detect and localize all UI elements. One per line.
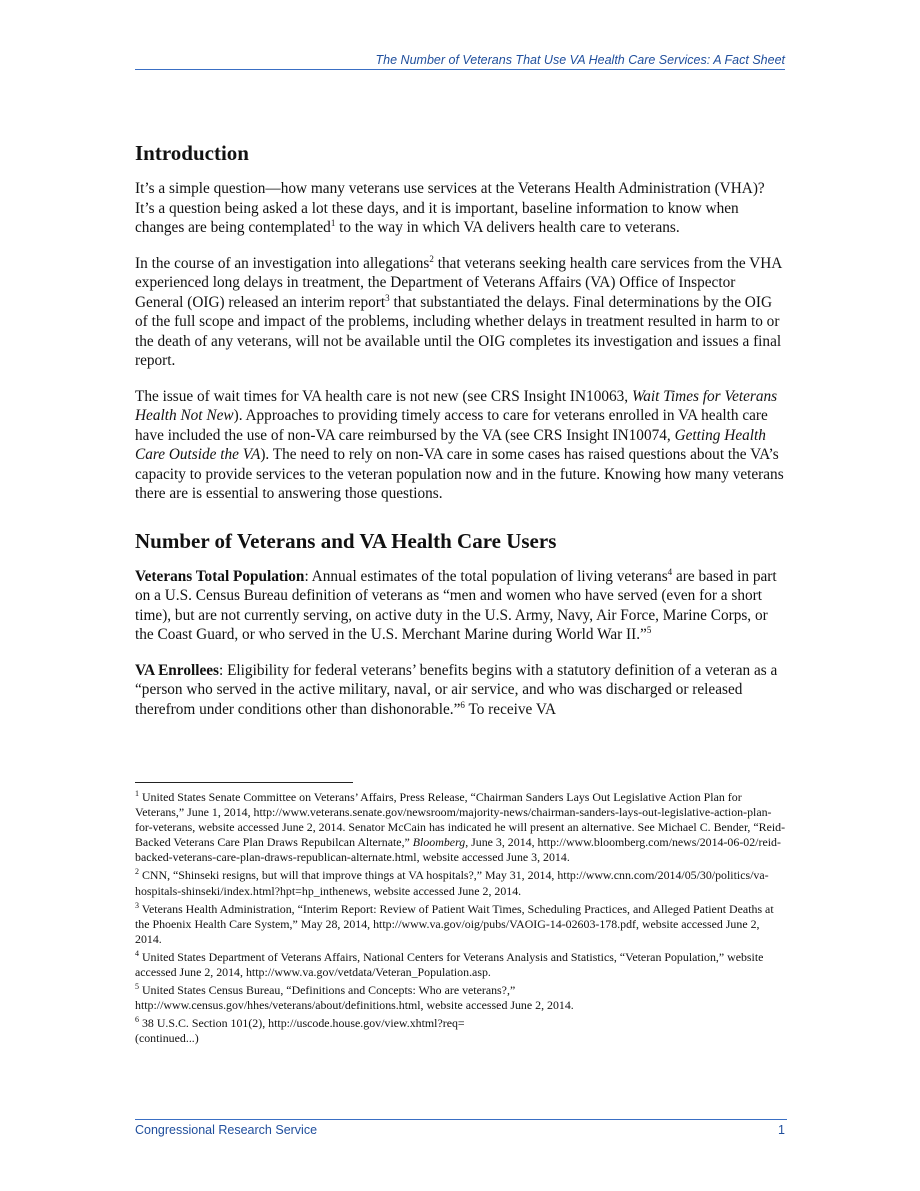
- term-va-enrollees: VA Enrollees: [135, 661, 220, 679]
- footnote-2: $^2$ CNN, “Shinseki resigns, but will that improve things at VA hospitals?,” May 31, 2014, http://www.cnn.com/2014/05/30/politics/va-hospitals-shinseki/index.html?hpt=hp_inthenews, website accessed June 2, 2014.: [135, 867, 769, 898]
- footnote-ref-6[interactable]: 6: [460, 699, 465, 710]
- va-enrollees-paragraph: VA Enrollees: Eligibility for federal veterans’ benefits begins with a statutory definition of a veteran as a “person who served in the active military, naval, or air service, and who was discharged or released therefrom under conditions other than dishonorable.”$^6$ To receive VA: [135, 661, 778, 718]
- intro-paragraph-3: The issue of wait times for VA health care is not new (see CRS Insight IN10063, Wait Times for Veterans Health Not New). Approaches to providing timely access to care for veterans enrolled in VA health care have included the use of non-VA care reimbursed by the VA (see CRS Insight IN10074, Getting Health Care Outside the VA). The need to rely on non-VA care in some cases has raised questions about the VA’s capacity to provide services to the veteran population now and in the future. Knowing how many veterans there are is essential to answering those questions.: [135, 387, 784, 502]
- footnote-separator: [135, 782, 353, 783]
- footnote-4: $^4$ United States Department of Veterans Affairs, National Centers for Veterans Analysis and Statistics, “Veteran Population,” website accessed June 2, 2014, http://www.va.gov/vetdata/Veteran_Population.asp.: [135, 948, 764, 980]
- footnotes: [135, 790, 787, 1050]
- footnote-ref-2[interactable]: 2: [429, 253, 434, 264]
- running-header: The Number of Veterans That Use VA Health Care Services: A Fact Sheet: [375, 53, 785, 67]
- footnote-ref-3[interactable]: 3: [385, 292, 390, 303]
- veterans-population-paragraph: Veterans Total Population: Annual estimates of the total population of living veterans$^4$ are based in part on a U.S. Census Bureau definition of veterans as “men and women who have served (even for a short time), but are not currently serving, on active duty in the U.S. Army, Navy, Air Force, Marine Corps, or the Coast Guard, or who served in the U.S. Merchant Marine during World War II.”$^5$: [135, 566, 777, 643]
- body-content: [135, 140, 787, 735]
- report-title-outside-va: Getting Health Care Outside the VA: [135, 426, 766, 463]
- header-rule: [135, 69, 785, 70]
- intro-paragraph-2: In the course of an investigation into allegations$^2$ that veterans seeking health care services from the VHA experienced long delays in treatment, the Department of Veterans Affairs (VA) Office of Inspector General (OIG) released an interim report$^3$ that substantiated the delays. Final determinations by the OIG of the full scope and impact of the problems, including whether delays in treatment resulted in harm to or the death of any veterans, will not be available until the OIG completes its investigation and issues a final report.: [135, 253, 782, 369]
- footnote-ref-5[interactable]: 5: [646, 624, 652, 635]
- footnote-ref-4[interactable]: 4: [667, 566, 673, 577]
- footnote-6: $^6$ 38 U.S.C. Section 101(2), http://uscode.house.gov/view.xhtml?req=: [135, 1015, 465, 1031]
- footnote-5: $^5$ United States Census Bureau, “Definitions and Concepts: Who are veterans?,” http://www.census.gov/hhes/veterans/about/definitions.html, website accessed June 2, 2014.: [135, 982, 574, 1013]
- footer-organization: Congressional Research Service: [135, 1123, 318, 1137]
- section-heading-number-of-veterans: Number of Veterans and VA Health Care Users: [135, 528, 557, 553]
- introduction-heading: Introduction: [135, 141, 249, 165]
- report-title-wait-times: Wait Times for Veterans Health Not New: [135, 387, 778, 424]
- term-veterans-total-population: Veterans Total Population: [135, 567, 305, 585]
- footnote-3: $^3$ Veterans Health Administration, “Interim Report: Review of Patient Wait Times, Scheduling Practices, and Alleged Patient Deaths at the Phoenix Health Care System,” May 28, 2014, http://www.va.gov/oig/pubs/VAOIG-14-02603-178.pdf, website accessed June 2, 2014.: [135, 900, 774, 946]
- intro-paragraph-1: It’s a simple question—how many veterans use services at the Veterans Health Administration (VHA)? It’s a question being asked a lot these days, and it is important, baseline information to know when changes are being contemplated$^1$ to the way in which VA delivers health care to veterans.: [135, 180, 765, 236]
- footnote-1: $^1$ United States Senate Committee on Veterans’ Affairs, Press Release, “Chairman Sanders Lays Out Legislative Action Plan for Veterans,” June 1, 2014, http://www.veterans.senate.gov/newsroom/majority-news/chairman-sanders-lays-out-legislative-action-plan-for-veterans, website accessed June 2, 2014. Senator McCain has indicated he will present an alternative. See Michael C. Bender, “Reid-Backed Veterans Care Plan Draws Repubilcan Alternate,” Bloomberg, June 3, 2014, http://www.bloomberg.com/news/2014-06-02/reid-backed-veterans-care-plan-draws-republican-alternate.html, website accessed June 3, 2014.: [135, 789, 786, 865]
- footer-rule: [135, 1119, 787, 1120]
- footnote-ref-1[interactable]: 1: [330, 217, 336, 228]
- page-number: 1: [778, 1123, 785, 1137]
- continued-note: (continued...): [135, 1031, 199, 1046]
